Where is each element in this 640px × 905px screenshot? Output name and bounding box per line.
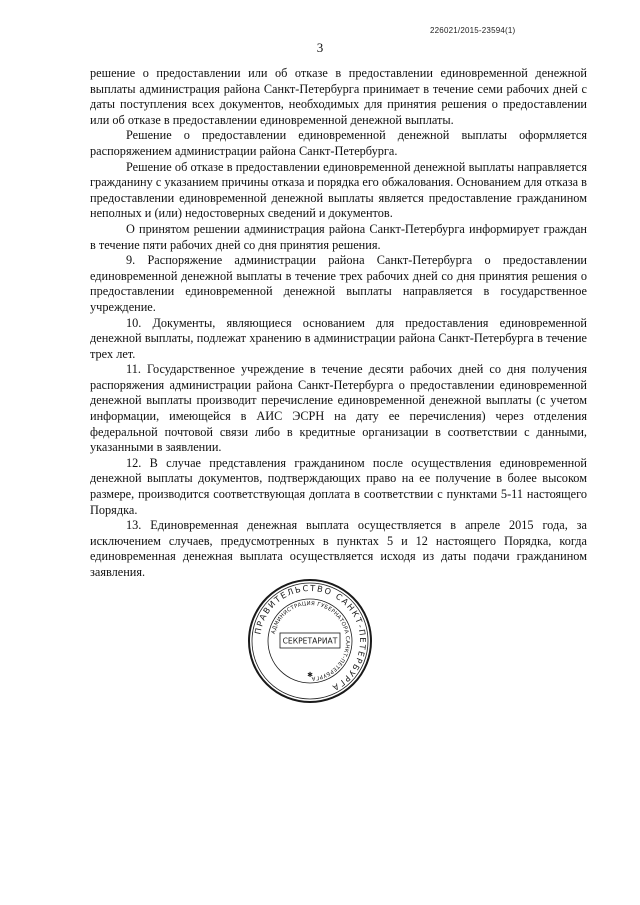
paragraph: решение о предоставлении или об отказе в предоставлении единовременной денежной выплаты администрация района Санкт-Петербурга принимает в течение семи рабочих дней с даты поступления всех документов, необходимых для принятия решения о предоставлении или об отказе в предоставлении единовременной денежной выплаты. [90,66,587,127]
paragraph: Решение о предоставлении единовременной денежной выплаты оформляется распоряжением администрации района Санкт-Петербурга. [90,128,587,158]
document-body [90,66,587,581]
paragraph: О принятом решении администрация района Санкт-Петербурга информирует граждан в течение пяти рабочих дней со дня принятия решения. [90,221,587,252]
paragraph-item-9: 9. Распоряжение администрации района Санкт-Петербурга о предоставлении единовременной денежной выплаты в течение трех рабочих дней со дня принятия решения о предоставлении единовременной денежной выплаты направляется в государственное учреждение. [90,253,587,314]
document-id: 226021/2015-23594(1) [430,26,516,35]
paragraph-item-12: 12. В случае представления гражданином после осуществления единовременной денежной выплаты документов, подтверждающих право на ее получение в более высоком размере, производится соответствующая доплата в соответствии с пунктами 5-11 настоящего Порядка. [90,455,587,517]
paragraph: Решение об отказе в предоставлении единовременной денежной выплаты направляется гражданину с указанием причины отказа и порядка его обжалования. Основанием для отказа в предоставлении единовременной денежной выплаты является предоставление гражданином неполных и (или) недостоверных сведений и документов. [90,159,587,221]
paragraph-item-13: 13. Единовременная денежная выплата осуществляется в апреле 2015 года, за исключением случаев, предусмотренных в пунктах 5 и 12 настоящего Порядка, когда единовременная денежная выплата осуществляется исходя из даты подачи гражданином заявления. [90,518,587,579]
page-number: 3 [316,40,324,55]
stamp-center-text: СЕКРЕТАРИАТ [282,636,338,646]
official-stamp [246,577,374,705]
paragraph-item-11: 11. Государственное учреждение в течение десяти рабочих дней со дня получения распоряжения администрации района Санкт-Петербурга о предоставлении единовременной денежной выплаты производит перечисление единовременной денежной выплаты (с учетом информации, имеющейся в АИС ЭСРН на дату ее перечисления) через отделения федеральной почтовой связи либо в кредитные организации в соответствии с данными, указанными в заявлении. [90,362,587,455]
paragraph-item-10: 10. Документы, являющиеся основанием для предоставления единовременной денежной выплаты, подлежат хранению в администрации района Санкт-Петербурга в течение трех лет. [90,315,587,361]
stamp-seal-icon [246,577,374,705]
stamp-outer-text: ПРАВИТЕЛЬСТВО САНКТ-ПЕТЕРБУРГА [252,582,369,694]
stamp-star-icon: ✱ [307,671,313,679]
stamp-inner-text: АДМИНИСТРАЦИЯ ГУБЕРНАТОРА САНКТ-ПЕТЕРБУРГА [270,600,351,682]
